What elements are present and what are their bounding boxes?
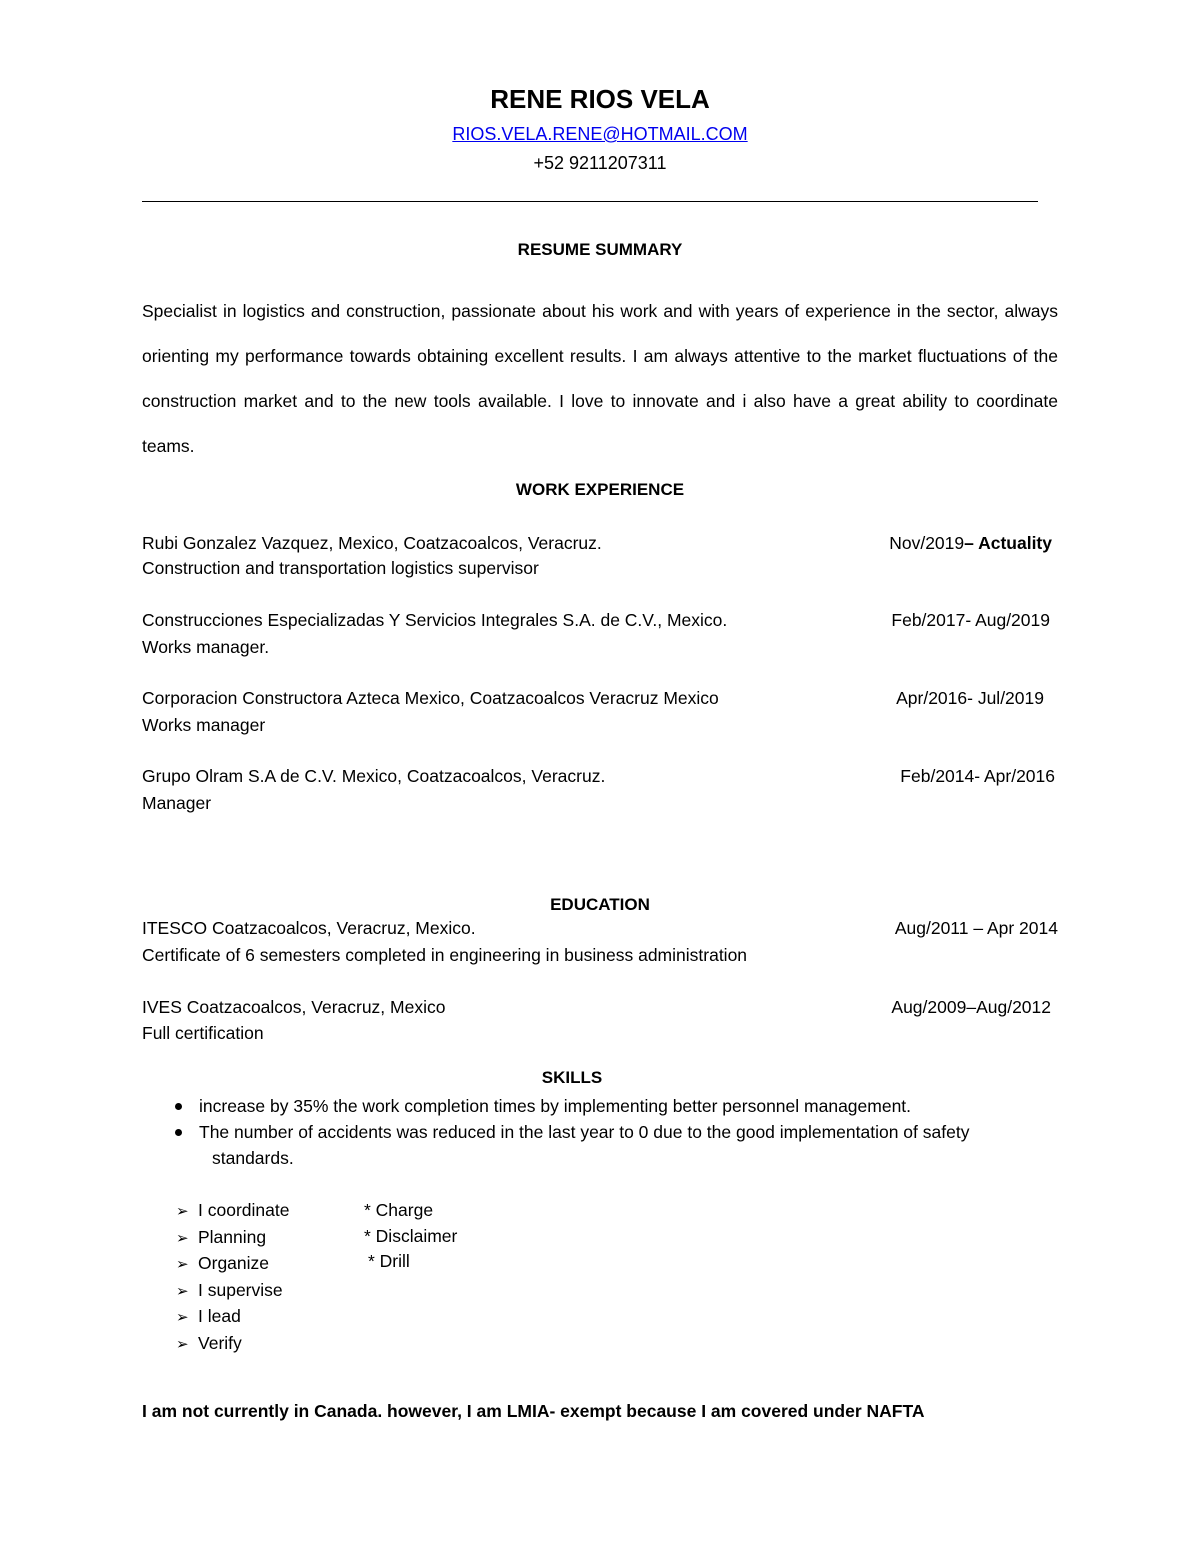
list-item xyxy=(176,1304,289,1331)
summary-heading: RESUME SUMMARY xyxy=(517,240,683,259)
job-employer: Construcciones Especializadas Y Servicios Integrales S.A. de C.V., Mexico. xyxy=(142,610,728,630)
education-school: IVES Coatzacoalcos, Veracruz, Mexico xyxy=(142,997,446,1017)
email xyxy=(0,123,1200,145)
education-date: Aug/2011 – Apr 2014 xyxy=(894,918,1058,938)
list-item xyxy=(176,1251,289,1278)
summary-text: Specialist in logistics and construction, passionate about his work and with years of experience in the sector, always orienting my performance towards obtaining excellent results. I am always attentive to the market fluctuations of the construction market and to the new tools available. I love to innovate and i also have a great ability to coordinate teams. xyxy=(142,301,1058,456)
skill-label: I supervise xyxy=(198,1279,283,1300)
job-role: Works manager. xyxy=(142,637,270,657)
list-item xyxy=(176,1278,289,1305)
job-role: Works manager xyxy=(142,715,266,735)
education-school: ITESCO Coatzacoalcos, Veracruz, Mexico. xyxy=(142,918,476,938)
email-link[interactable]: RIOS.VELA.RENE@HOTMAIL.COM xyxy=(452,124,748,144)
arrow-icon: ➢ xyxy=(176,1203,189,1220)
arrow-icon: ➢ xyxy=(176,1282,189,1300)
skills-bullet-list xyxy=(172,1093,1052,1171)
header-divider xyxy=(142,201,1038,202)
education-date: Aug/2009–Aug/2012 xyxy=(891,997,1051,1017)
skills-star-list xyxy=(364,1198,457,1275)
arrow-icon: ➢ xyxy=(176,1256,189,1274)
job-date-start: Nov/2019 xyxy=(889,533,965,553)
skill-label: Organize xyxy=(198,1253,270,1274)
job-role: Construction and transportation logistics supervisor xyxy=(142,558,539,578)
arrow-icon: ➢ xyxy=(176,1229,189,1247)
list-item xyxy=(172,1093,1052,1119)
education-detail: Full certification xyxy=(142,1023,264,1043)
list-item xyxy=(172,1119,1052,1171)
skill-label: I lead xyxy=(198,1306,241,1327)
list-item xyxy=(176,1198,289,1225)
skills-heading: SKILLS xyxy=(541,1068,603,1087)
nafta-note: I am not currently in Canada. however, I am LMIA- exempt because I am covered under NAFTA xyxy=(142,1401,925,1421)
list-item xyxy=(176,1331,289,1358)
education-heading: EDUCATION xyxy=(550,895,650,914)
list-item: * Disclaimer xyxy=(364,1225,458,1246)
education-detail: Certificate of 6 semesters completed in engineering in business administration xyxy=(142,945,748,965)
work-heading: WORK EXPERIENCE xyxy=(515,480,685,499)
list-item: * Drill xyxy=(368,1251,410,1272)
job-date-end: – Actuality xyxy=(964,533,1052,553)
job-date: Feb/2017- Aug/2019 xyxy=(891,610,1050,630)
arrow-icon: ➢ xyxy=(176,1309,189,1327)
job-employer: Corporacion Constructora Azteca Mexico, Coatzacoalcos Veracruz Mexico xyxy=(142,688,719,708)
bullet-icon xyxy=(175,1103,182,1110)
job-date: Feb/2014- Apr/2016 xyxy=(900,766,1055,786)
list-item: * Charge xyxy=(364,1200,434,1220)
skill-text: The number of accidents was reduced in the last year to 0 due to the good implementation of safety xyxy=(199,1122,970,1142)
job-role: Manager xyxy=(142,793,212,813)
bullet-icon xyxy=(175,1129,182,1136)
phone: +52 9211207311 xyxy=(533,153,667,173)
skill-label: I coordinate xyxy=(198,1200,290,1220)
skill-label: Planning xyxy=(198,1226,267,1247)
job-employer: Rubi Gonzalez Vazquez, Mexico, Coatzacoalcos, Veracruz. xyxy=(142,533,602,553)
arrow-icon: ➢ xyxy=(176,1335,189,1353)
skill-text: increase by 35% the work completion times by implementing better personnel management. xyxy=(199,1096,912,1116)
skills-arrow-list xyxy=(176,1198,289,1358)
list-item xyxy=(176,1225,289,1252)
candidate-name: RENE RIOS VELA xyxy=(490,84,710,114)
skill-text-continued: standards. xyxy=(212,1148,294,1168)
job-employer: Grupo Olram S.A de C.V. Mexico, Coatzacoalcos, Veracruz. xyxy=(142,766,606,786)
job-date xyxy=(889,532,1052,554)
skill-label: Verify xyxy=(198,1332,242,1353)
job-date: Apr/2016- Jul/2019 xyxy=(896,688,1044,708)
